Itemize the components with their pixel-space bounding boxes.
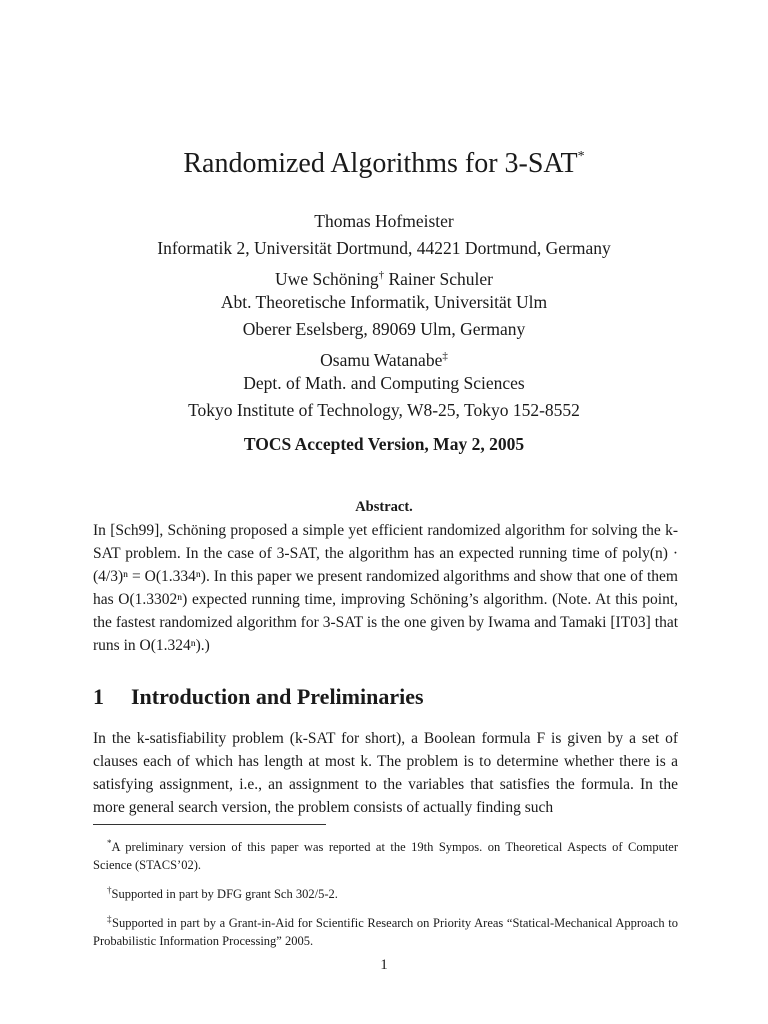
footnote-2-mark: † xyxy=(107,885,112,895)
author-line-7: Dept. of Math. and Computing Sciences xyxy=(243,373,525,393)
author-block xyxy=(0,208,768,424)
footnote-1 xyxy=(93,834,678,874)
author-line-4: Abt. Theoretische Informatik, Universität Ulm xyxy=(220,292,548,312)
abstract-text: In [Sch99], Schöning proposed a simple yet efficient randomized algorithm for solving the k-SAT problem. In the case of 3-SAT, the algorithm has an expected running time of poly(n) · (4/3)ⁿ = O(1.334ⁿ). In this paper we present randomized algorithms and show that one of them has O(1.3302ⁿ) expected running time, improving Schöning’s algorithm. (Note. At this point, the fastest randomized algorithm for 3-SAT is the one given by Iwama and Tamaki [IT03] that runs in O(1.324ⁿ).) xyxy=(93,522,678,654)
footnote-3-text: Supported in part by a Grant-in-Aid for Scientific Research on Priority Areas “Statical-Mechanical Approach to Probabilistic Information Processing” 2005. xyxy=(93,916,679,948)
section-number: 1 xyxy=(93,684,104,709)
footnote-2-text: Supported in part by DFG grant Sch 302/5-2. xyxy=(111,887,338,901)
author-line-8: Tokyo Institute of Technology, W8-25, Tokyo 152-8552 xyxy=(188,400,580,420)
author-footnote-mark-ddagger: ‡ xyxy=(442,350,448,362)
author-line-2: Informatik 2, Universität Dortmund, 44221 Dortmund, Germany xyxy=(157,238,611,258)
footnote-1-text: A preliminary version of this paper was reported at the 19th Sympos. on Theoretical Aspects of Computer Science (STACS’02). xyxy=(93,840,678,872)
footnotes xyxy=(93,834,678,957)
footnote-2 xyxy=(93,881,678,903)
footnote-1-mark: * xyxy=(107,838,112,848)
intro-body xyxy=(93,727,678,819)
section-heading xyxy=(93,684,678,710)
author-line-6 xyxy=(0,343,768,370)
author-footnote-mark-dagger: † xyxy=(378,269,385,281)
author-name-schuler: Rainer Schuler xyxy=(384,269,493,289)
author-line-1: Thomas Hofmeister xyxy=(314,211,454,231)
author-line-3 xyxy=(0,262,768,289)
footnote-rule xyxy=(93,824,326,825)
abstract-heading: Abstract. xyxy=(355,499,413,515)
author-name-watanabe: Osamu Watanabe xyxy=(320,350,443,370)
paper-title-text: Randomized Algorithms for 3-SAT xyxy=(183,148,578,179)
title-footnote-mark: * xyxy=(577,149,585,164)
author-line-5: Oberer Eselsberg, 89069 Ulm, Germany xyxy=(242,319,526,339)
author-name-schoening: Uwe Schöning xyxy=(275,269,379,289)
abstract-body xyxy=(93,519,678,657)
paper-title xyxy=(0,148,768,180)
section-title: Introduction and Preliminaries xyxy=(131,684,424,709)
footnote-3-mark: ‡ xyxy=(107,914,113,924)
version-note: TOCS Accepted Version, May 2, 2005 xyxy=(243,434,525,454)
intro-paragraph: In the k-satisfiability problem (k-SAT for short), a Boolean formula F is given by a set of clauses each of which has length at most k. The problem is to determine whether there is a satisfying assignment, i.e., an assignment to the variables that satisfies the formula. In the more general search version, the problem consists of actually finding such xyxy=(93,730,678,816)
page-number: 1 xyxy=(380,957,388,973)
footnote-3 xyxy=(93,910,678,950)
